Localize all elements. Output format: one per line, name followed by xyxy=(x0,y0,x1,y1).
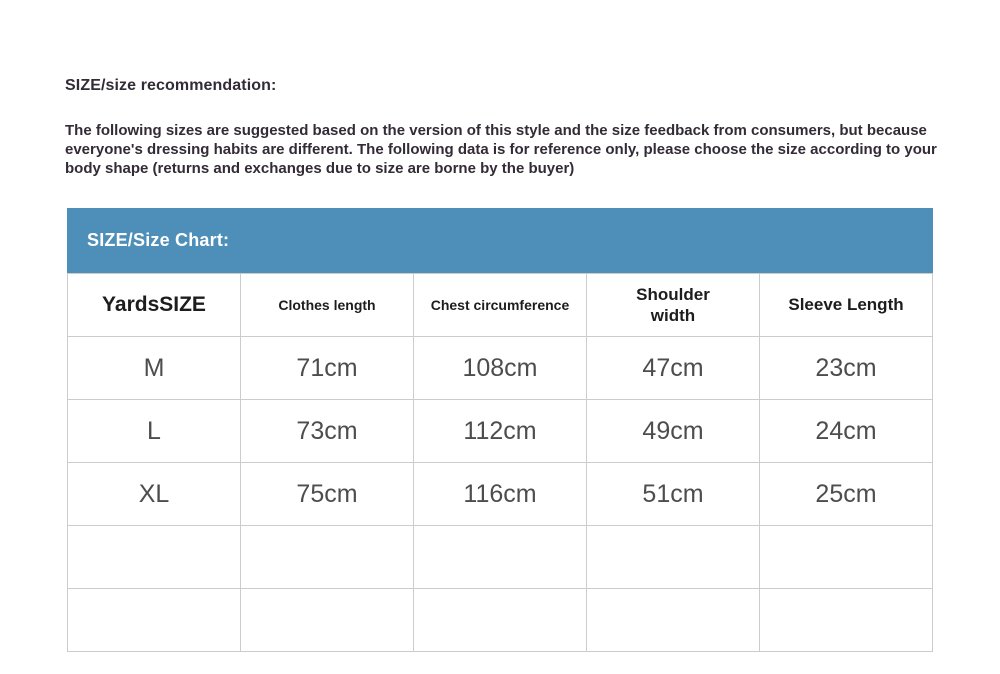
value-cell: 75cm xyxy=(241,463,414,526)
value-cell: 49cm xyxy=(587,400,760,463)
column-header-clothes-length: Clothes length xyxy=(241,274,414,337)
value-cell: 116cm xyxy=(414,463,587,526)
size-cell: M xyxy=(68,337,241,400)
value-cell: 108cm xyxy=(414,337,587,400)
empty-cell xyxy=(760,526,933,589)
size-chart-table xyxy=(67,273,933,652)
column-header-chest-circumference: Chest circumference xyxy=(414,274,587,337)
table-row-empty xyxy=(68,589,933,652)
empty-cell xyxy=(587,589,760,652)
empty-cell xyxy=(241,526,414,589)
size-cell: XL xyxy=(68,463,241,526)
size-chart-header xyxy=(68,274,933,337)
empty-cell xyxy=(68,526,241,589)
value-cell: 73cm xyxy=(241,400,414,463)
value-cell: 112cm xyxy=(414,400,587,463)
column-header-shoulder-width xyxy=(587,274,760,337)
table-row-empty xyxy=(68,526,933,589)
empty-cell xyxy=(414,589,587,652)
table-row-size-xl xyxy=(68,463,933,526)
size-chart-banner-title: SIZE/Size Chart: xyxy=(87,230,230,250)
column-header-yards-size: YardsSIZE xyxy=(68,274,241,337)
column-header-sleeve-length: Sleeve Length xyxy=(760,274,933,337)
value-cell: 71cm xyxy=(241,337,414,400)
table-row-size-l xyxy=(68,400,933,463)
size-chart-banner xyxy=(67,208,933,273)
empty-cell xyxy=(587,526,760,589)
empty-cell xyxy=(241,589,414,652)
value-cell: 25cm xyxy=(760,463,933,526)
header-row xyxy=(68,274,933,337)
value-cell: 23cm xyxy=(760,337,933,400)
value-cell: 51cm xyxy=(587,463,760,526)
table-row-size-m xyxy=(68,337,933,400)
empty-cell xyxy=(414,526,587,589)
page-title: SIZE/size recommendation: xyxy=(65,77,277,94)
size-cell: L xyxy=(68,400,241,463)
value-cell: 24cm xyxy=(760,400,933,463)
empty-cell xyxy=(68,589,241,652)
empty-cell xyxy=(760,589,933,652)
column-header-shoulder-width-label: Shoulder width xyxy=(636,285,710,325)
value-cell: 47cm xyxy=(587,337,760,400)
size-disclaimer-text: The following sizes are suggested based on the version of this style and the size feedback from consumers, but because everyone's dressing habits are different. The following data is for reference only, please choose the size according to your body shape (returns and exchanges due to size are borne by the buyer) xyxy=(65,122,937,177)
size-chart-body xyxy=(68,337,933,652)
